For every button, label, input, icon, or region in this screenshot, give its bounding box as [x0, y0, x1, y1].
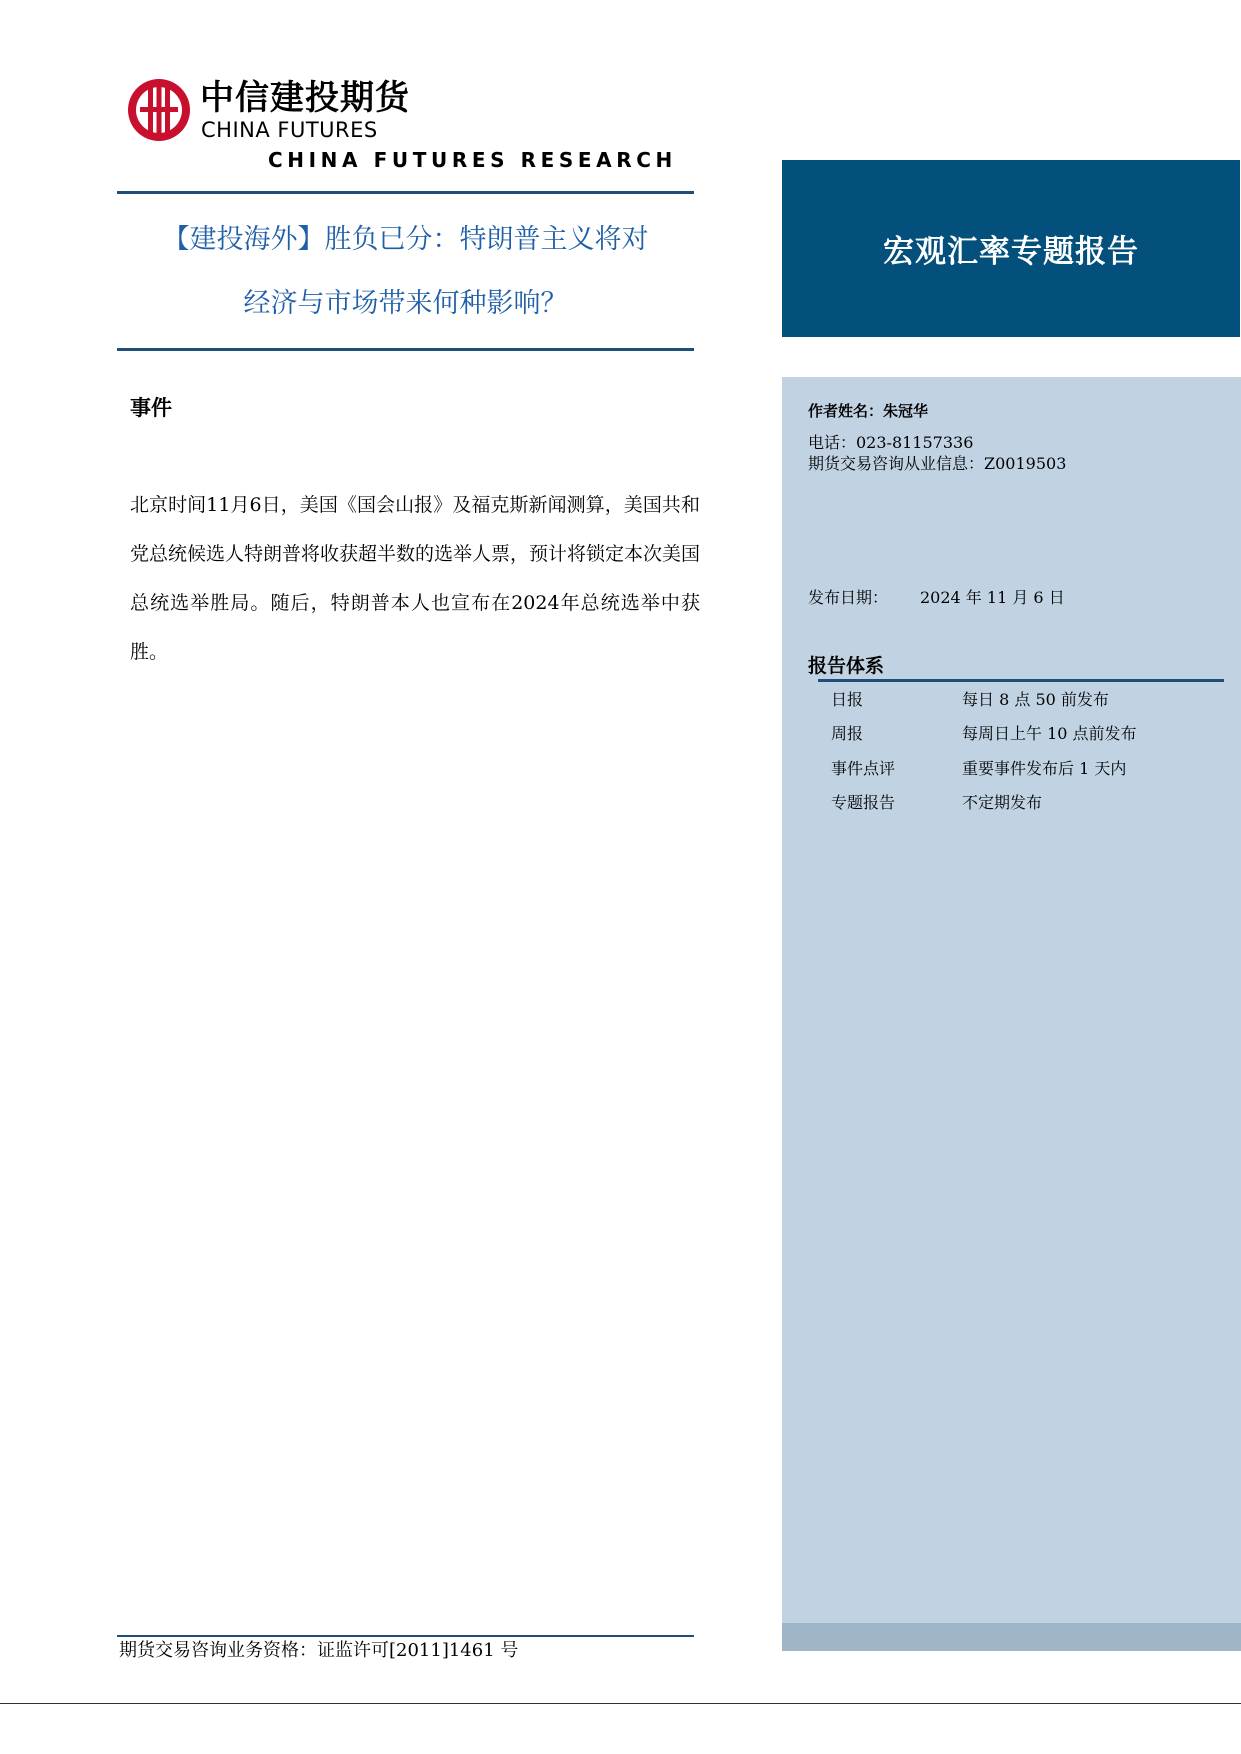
- footer-qualification: 期货交易咨询业务资格：证监许可[2011]1461 号: [119, 1640, 519, 1661]
- report-system-heading: 报告体系: [808, 655, 885, 677]
- publish-date-value: 2024 年 11 月 6 日: [920, 588, 1065, 607]
- report-system-name: 日报: [831, 690, 864, 709]
- logo-chinese-name: 中信建投期货: [200, 78, 410, 118]
- title-top-rule: [117, 191, 694, 194]
- report-system-row: [831, 752, 1221, 786]
- body-paragraph: 北京时间11月6日，美国《国会山报》及福克斯新闻测算，美国共和党总统候选人特朗普将收获超半数的选举人票，预计将锁定本次美国总统选举胜局。随后，特朗普本人也宣布在2024年总统选举中获胜。: [130, 494, 701, 663]
- logo-english-name: CHINA FUTURES: [201, 118, 378, 142]
- report-system-name: 周报: [831, 724, 864, 743]
- author-name: 作者姓名：朱冠华: [808, 402, 929, 420]
- sidebar-footer-band: [782, 1623, 1241, 1651]
- report-system-row: [831, 683, 1221, 717]
- report-system-rule: [818, 679, 1224, 682]
- report-system-frequency: 每周日上午 10 点前发布: [962, 724, 1137, 743]
- report-system-frequency: 不定期发布: [962, 793, 1043, 812]
- title-bottom-rule: [117, 348, 694, 351]
- report-system-name: 事件点评: [831, 759, 896, 778]
- report-category-banner: [782, 160, 1240, 337]
- info-sidebar: [782, 377, 1241, 1623]
- publish-date-label: 发布日期：: [808, 588, 889, 607]
- report-system-frequency: 每日 8 点 50 前发布: [962, 690, 1109, 709]
- report-title: [117, 208, 694, 336]
- footer-rule: [117, 1635, 694, 1637]
- report-system-row: [831, 717, 1221, 751]
- report-category-title: 宏观汇率专题报告: [883, 234, 1139, 270]
- research-label: CHINA FUTURES RESEARCH: [268, 148, 677, 172]
- china-futures-logo-icon: [126, 77, 192, 143]
- report-title-line-2: 经济与市场带来何种影响？: [243, 288, 568, 319]
- section-heading: 事件: [130, 396, 172, 420]
- author-license: 期货交易咨询从业信息：Z0019503: [808, 454, 1067, 473]
- page-bottom-rule: [0, 1703, 1241, 1704]
- report-system-row: [831, 786, 1221, 820]
- report-system-frequency: 重要事件发布后 1 天内: [962, 759, 1127, 778]
- report-title-line-1: 【建投海外】胜负已分：特朗普主义将对: [162, 224, 649, 255]
- report-system-name: 专题报告: [831, 793, 896, 812]
- author-phone: 电话：023-81157336: [808, 433, 974, 452]
